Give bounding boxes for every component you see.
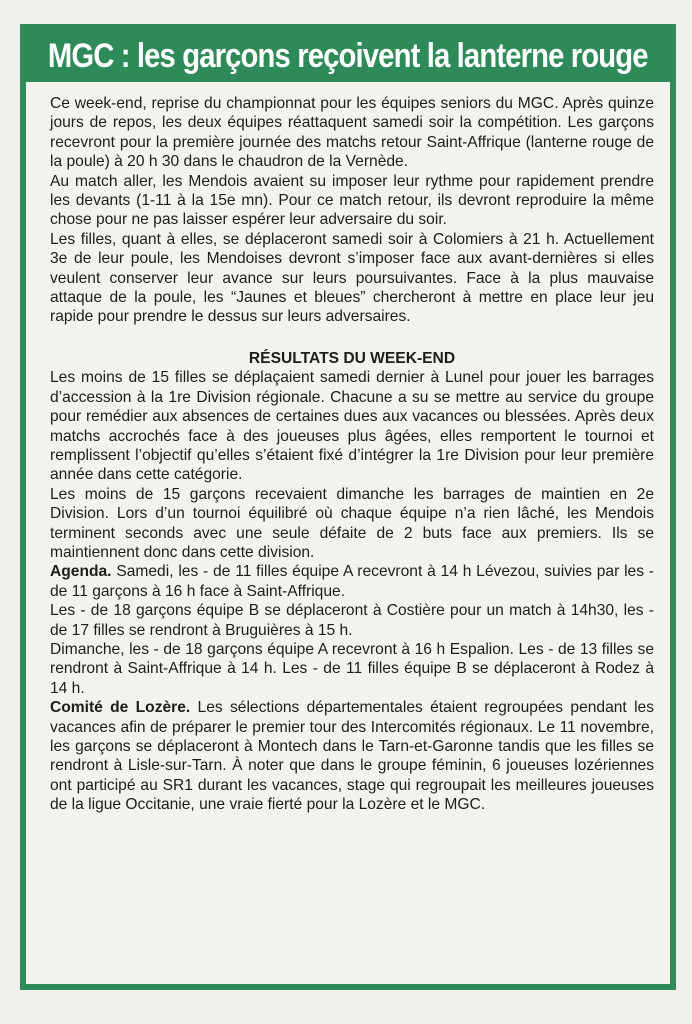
- agenda-paragraph-3: Dimanche, les - de 18 garçons équipe A recevront à 16 h Espalion. Les - de 13 filles se rendront à Saint-Affrique à 14 h. Les - de 11 filles équipe B se déplaceront à Rodez à 14 h.: [50, 640, 654, 697]
- comite-lead: Comité de Lozère.: [50, 699, 191, 717]
- intro-paragraph: Ce week-end, reprise du championnat pour les équipes seniors du MGC. Après quinze jours de repos, les deux équipes réattaquent samedi soir la compétition. Les garçons recevront pour la première journée des matchs retour Saint-Affrique (lanterne rouge de la poule) à 20 h 30 dans le chaudron de la Vernède.: [50, 95, 654, 171]
- agenda-lead: Agenda.: [50, 563, 112, 581]
- headline-bar: [26, 30, 670, 82]
- article-body: [50, 94, 654, 815]
- agenda-paragraph-2: Les - de 18 garçons équipe B se déplaceront à Costière pour un match à 14h30, les - de 17 filles se rendront à Bruguières à 15 h.: [50, 602, 654, 639]
- first-leg-paragraph: Au match aller, les Mendois avaient su imposer leur rythme pour rapidement prendre les devants (1-11 à la 15e mn). Pour ce match retour, ils devront reproduire la même chose pour ne pas laisser espérer leur adversaire du soir.: [50, 172, 654, 229]
- comite-text: Les sélections départementales étaient regroupées pendant les vacances afin de préparer le premier tour des Intercomités régionaux. Le 11 novembre, les garçons se déplaceront à Montech dans le Tarn-et-Garonne tandis que les filles se rendront à Lisle-sur-Tarn. À noter que dans le groupe féminin, 6 joueuses lozériennes ont participé au SR1 durant les vacances, stage qui regroupait les meilleures joueuses de la ligue Occitanie, une vraie fierté pour la Lozère et le MGC.: [50, 699, 655, 814]
- article-frame: [20, 24, 676, 990]
- results-heading: RÉSULTATS DU WEEK-END: [248, 349, 456, 367]
- girls-team-paragraph: Les filles, quant à elles, se déplaceront samedi soir à Colomiers à 21 h. Actuellement 3e de leur poule, les Mendoises devront s’imposer face aux avant-dernières si elles veulent conserver leur avance sur leurs poursuivantes. Face à la plus mauvaise attaque de la poule, les “Jaunes et bleues” chercheront à mettre en place leur jeu rapide pour prendre le dessus sur leurs adversaires.: [50, 230, 654, 326]
- u15-boys-paragraph: Les moins de 15 garçons recevaient dimanche les barrages de maintien en 2e Division. Lors d’un tournoi équilibré où chaque équipe n’a rien lâché, les Mendois terminent seconds avec une seule défaite de 2 buts face aux premiers. Ils se maintiennent donc dans cette division.: [50, 485, 654, 561]
- comite-paragraph: [50, 698, 654, 814]
- headline: MGC : les garçons reçoivent la lanterne rouge: [48, 36, 648, 75]
- agenda-text: Samedi, les - de 11 filles équipe A recevront à 14 h Lévezou, suivies par les - de 11 garçons à 16 h face à Saint-Affrique.: [50, 563, 654, 600]
- u15-girls-paragraph: Les moins de 15 filles se déplaçaient samedi dernier à Lunel pour jouer les barrages d’accession à la 1re Division régionale. Chacune a su se mettre au service du groupe pour remédier aux absences de certaines dues aux vacances ou blessées. Après deux matchs accrochés face à des joueuses plus âgées, elles remportent le tournoi et remplissent l’objectif qu’elles s’étaient fixé d’intégrer la 1re Division pour leur première année dans cette catégorie.: [50, 369, 654, 484]
- agenda-paragraph: [50, 562, 654, 601]
